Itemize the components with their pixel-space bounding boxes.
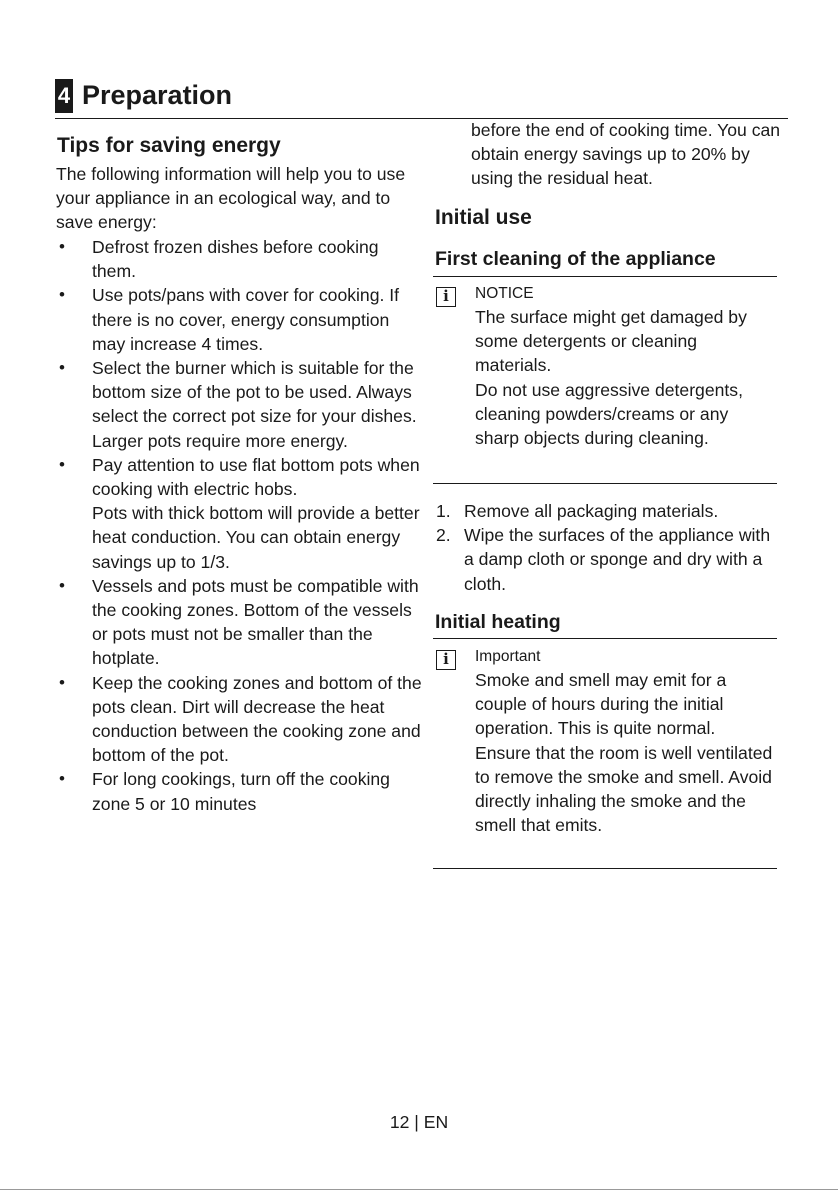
notice-paragraph: The surface might get damaged by some detergents or cleaning materials. [475,307,747,376]
chapter-title: Preparation [82,80,233,110]
list-item: • Defrost frozen dishes before cooking them. [56,235,426,283]
info-icon: i [436,650,456,670]
list-item: • Select the burner which is suitable for the bottom size of the pot to be used. Always select the correct pot size for your dishes. Larger pots require more energy. [56,356,426,453]
list-item: • For long cookings, turn off the cooking zone 5 or 10 minutes [56,767,426,815]
subheading-initial-heating: Initial heating [435,611,561,633]
list-item: 2. Wipe the surfaces of the appliance with a damp cloth or sponge and dry with a cloth. [436,525,771,594]
list-item: 1. Remove all packaging materials. [436,501,719,521]
section-heading-saving-energy: Tips for saving energy [57,134,281,157]
continued-tip-text: before the end of cooking time. You can obtain energy savings up to 20% by using the residual heat. [471,120,781,189]
divider [433,483,777,484]
cleaning-steps-list [436,499,781,596]
list-item: • Vessels and pots must be compatible with the cooking zones. Bottom of the vessels or pots must not be smaller than the hotplate. [56,574,426,671]
subheading-first-cleaning: First cleaning of the appliance [435,248,716,270]
energy-tips-list [56,235,426,816]
notice-body [475,305,775,450]
divider [433,638,777,639]
divider [433,868,777,869]
page-bottom-border [0,1189,838,1190]
list-item: • Pay attention to use flat bottom pots when cooking with electric hobs. Pots with thick bottom will provide a better heat conduction. You can obtain energy savings up to 1/3. [56,453,426,574]
list-item: • Use pots/pans with cover for cooking. If there is no cover, energy consumption may increase 4 times. [56,283,426,356]
divider [433,276,777,277]
chapter-number: 4 [55,79,73,113]
notice-label: NOTICE [475,285,534,302]
section-heading-initial-use: Initial use [435,206,532,229]
info-icon: i [436,287,456,307]
notice-paragraph: Do not use aggressive detergents, cleaning powders/creams or any sharp objects during cleaning. [475,379,743,449]
list-item: • Keep the cooking zones and bottom of the pots clean. Dirt will decrease the heat conduction between the cooking zone and bottom of the pot. [56,671,426,768]
important-label: Important [475,648,541,665]
intro-paragraph: The following information will help you to use your appliance in an ecological way, and to save energy: [56,164,406,233]
important-body: Smoke and smell may emit for a couple of hours during the initial operation. This is quite normal. Ensure that the room is well ventilated to remove the smoke and smell. Avoid directly inhaling the smoke and the smell that emits. [475,670,773,836]
page-footer: 12 | EN [389,1112,449,1132]
